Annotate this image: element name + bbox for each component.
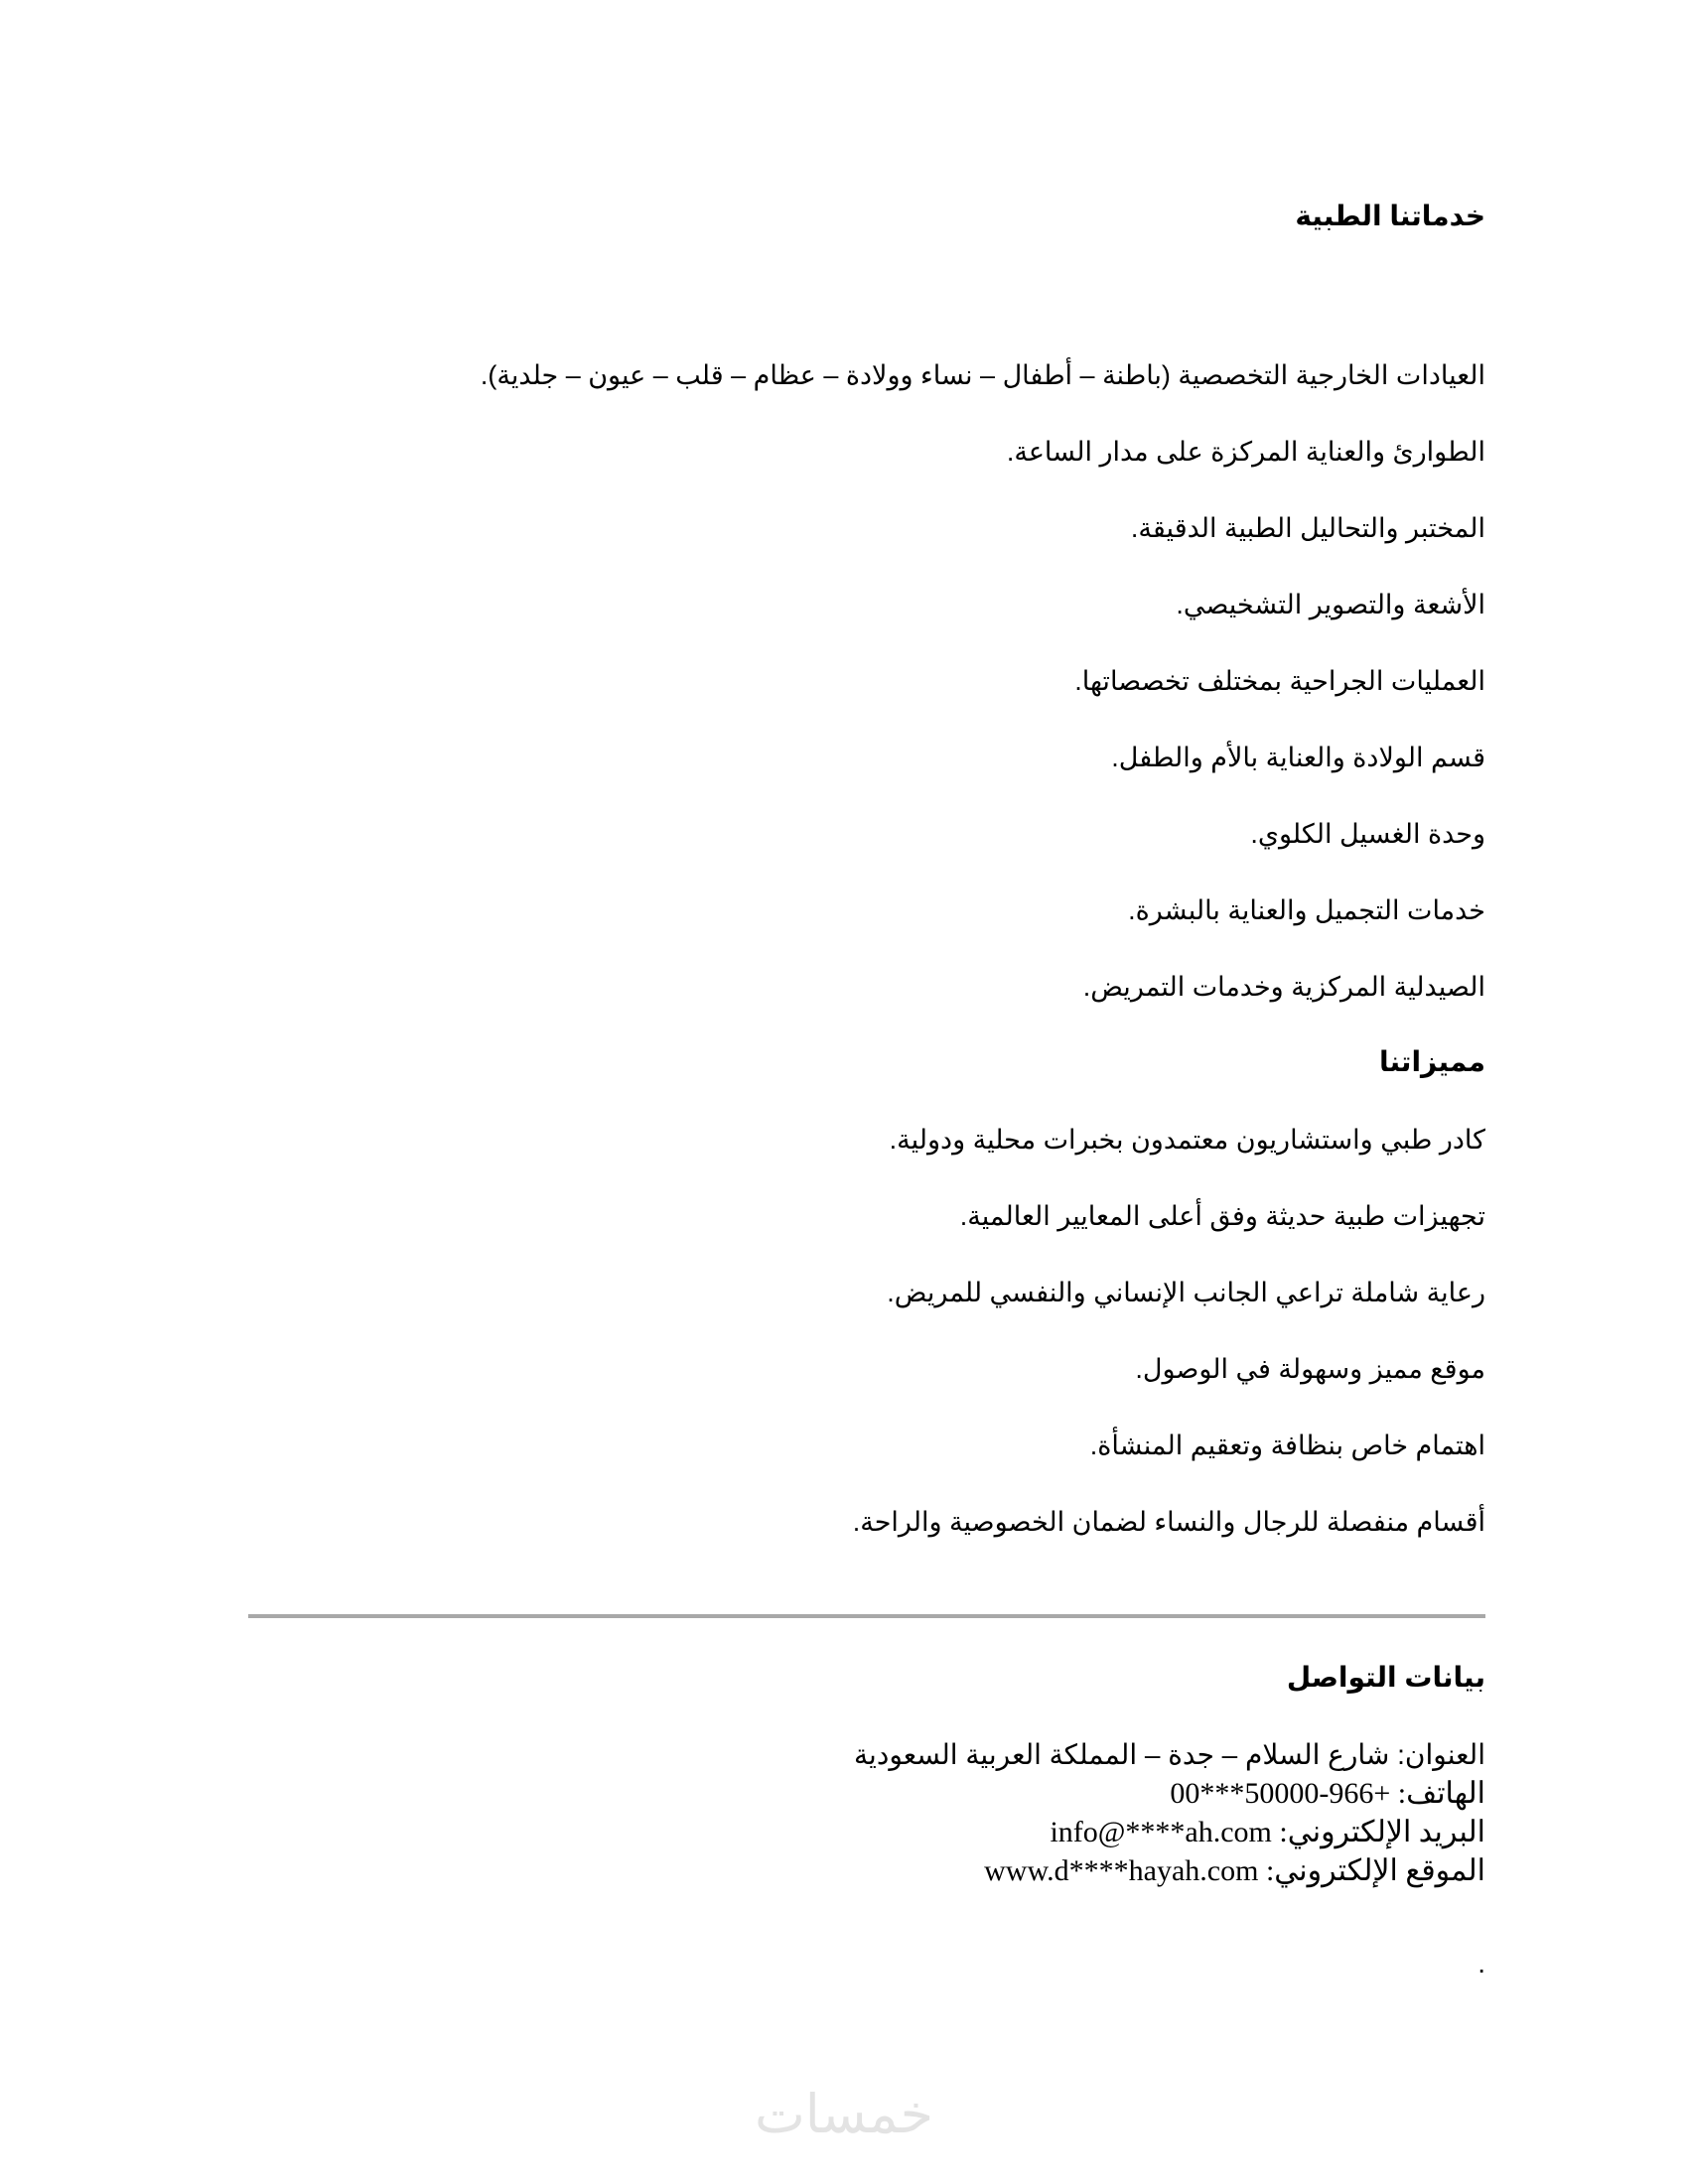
feature-item: موقع مميز وسهولة في الوصول. [1135, 1354, 1485, 1384]
features-heading: مميزاتنا [1378, 1046, 1485, 1077]
service-item: العمليات الجراحية بمختلف تخصصاتها. [1074, 666, 1485, 696]
contact-website: الموقع الإلكتروني: www.d****hayah.com [984, 1854, 1485, 1887]
trailing-dot: . [1477, 1948, 1485, 1979]
service-item: العيادات الخارجية التخصصية (باطنة – أطفال – نساء وولادة – عظام – قلب – عيون – جلدية). [480, 360, 1485, 390]
service-item: قسم الولادة والعناية بالأم والطفل. [1111, 743, 1485, 772]
service-item: الأشعة والتصوير التشخيصي. [1176, 590, 1485, 619]
service-item: المختبر والتحاليل الطبية الدقيقة. [1130, 513, 1485, 543]
service-item: الصيدلية المركزية وخدمات التمريض. [1082, 972, 1485, 1002]
watermark-logo: خمسات [754, 2083, 934, 2145]
service-item: وحدة الغسيل الكلوي. [1250, 819, 1485, 849]
feature-item: تجهيزات طبية حديثة وفق أعلى المعايير العالمية. [959, 1201, 1485, 1231]
contact-heading: بيانات التواصل [1286, 1662, 1485, 1693]
feature-item: رعاية شاملة تراعي الجانب الإنساني والنفسي للمريض. [887, 1278, 1485, 1307]
section-divider [248, 1614, 1485, 1618]
feature-item: أقسام منفصلة للرجال والنساء لضمان الخصوصية والراحة. [852, 1507, 1485, 1537]
feature-item: اهتمام خاص بنظافة وتعقيم المنشأة. [1089, 1431, 1485, 1460]
services-heading: خدماتنا الطبية [1295, 201, 1485, 231]
service-item: خدمات التجميل والعناية بالبشرة. [1128, 895, 1485, 925]
contact-address: العنوان: شارع السلام – جدة – المملكة العربية السعودية [854, 1739, 1485, 1770]
contact-email: البريد الإلكتروني: info@****ah.com [1050, 1816, 1485, 1848]
contact-phone: الهاتف: +966-50000***00 [1170, 1777, 1485, 1810]
feature-item: كادر طبي واستشاريون معتمدون بخبرات محلية ودولية. [889, 1125, 1485, 1155]
service-item: الطوارئ والعناية المركزة على مدار الساعة. [1006, 437, 1485, 467]
